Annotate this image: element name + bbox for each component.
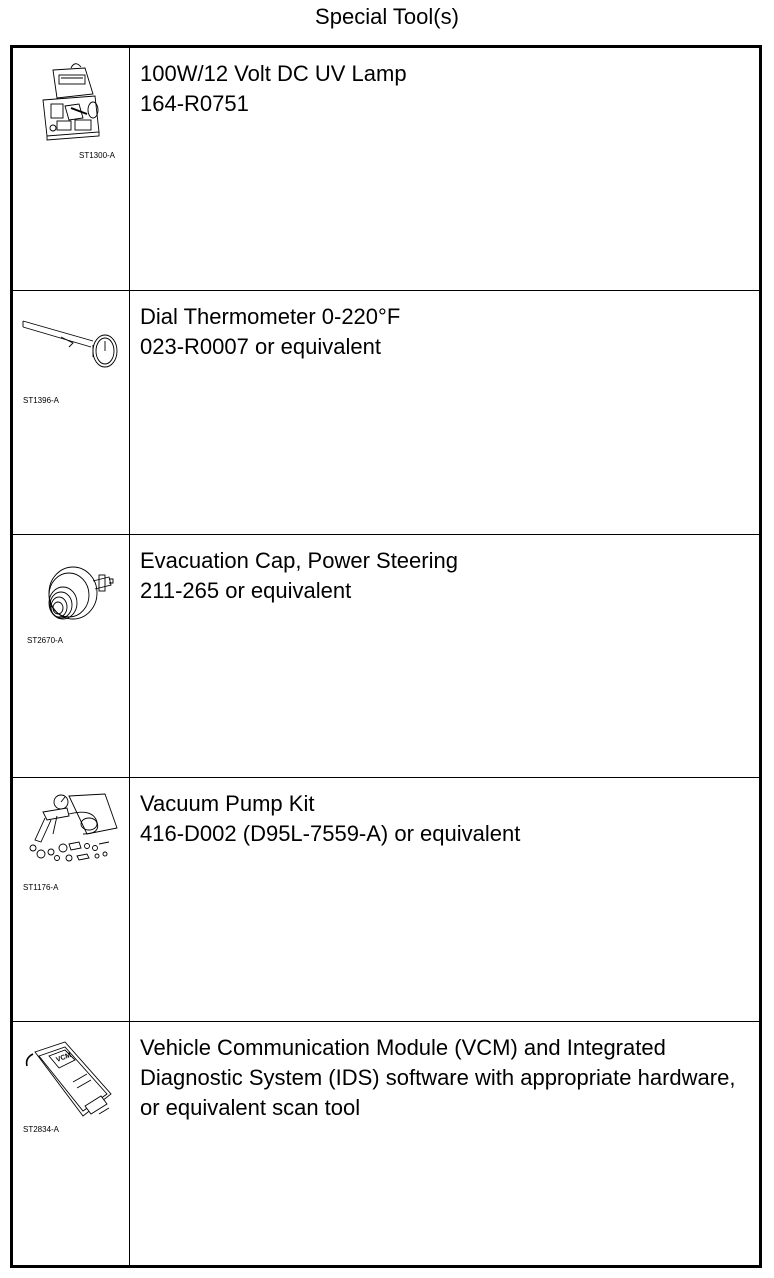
- tool-name: Dial Thermometer 0-220°F: [140, 304, 401, 330]
- tool-name: Vehicle Communication Module (VCM) and Integrated Diagnostic System (IDS) software with appropriate hardware, or equivalent scan tool: [140, 1034, 736, 1120]
- vcm-scan-tool-icon: [13, 1022, 129, 1142]
- tool-row: [13, 291, 759, 534]
- tool-row: [13, 535, 759, 778]
- tool-image-cell: [13, 1022, 130, 1265]
- tool-code: ST2834-A: [23, 1124, 60, 1134]
- svg-text:VCM: VCM: [55, 1051, 73, 1064]
- tool-image-cell: [13, 48, 130, 290]
- tool-part-number: 416-D002 (D95L-7559-A) or equivalent: [140, 821, 521, 847]
- tool-code: ST2670-A: [27, 635, 64, 645]
- uv-lamp-kit-icon: [13, 48, 129, 168]
- tool-text-cell: [130, 48, 759, 290]
- tool-text-cell: [130, 535, 759, 777]
- tool-row: [13, 778, 759, 1021]
- page-title: Special Tool(s): [315, 4, 459, 29]
- tool-text-cell: [130, 1022, 759, 1265]
- special-tools-table: [10, 45, 762, 1268]
- tool-image-cell: [13, 535, 130, 777]
- tool-code: ST1176-A: [23, 883, 59, 893]
- tool-text-cell: [130, 291, 759, 533]
- tool-name: Evacuation Cap, Power Steering: [140, 547, 458, 573]
- tool-row: [13, 48, 759, 291]
- dial-thermometer-icon: [13, 291, 129, 411]
- vacuum-pump-kit-icon: [13, 778, 129, 898]
- tool-part-number: 164-R0751: [140, 91, 249, 116]
- tool-name: Vacuum Pump Kit: [140, 791, 315, 817]
- tool-code: ST1300-A: [79, 151, 116, 160]
- tool-image-cell: [13, 778, 130, 1020]
- tool-part-number: 211-265 or equivalent: [140, 577, 352, 603]
- tool-part-number: 023-R0007 or equivalent: [140, 334, 381, 360]
- tool-code: ST1396-A: [23, 396, 60, 406]
- tool-image-cell: [13, 291, 130, 533]
- tool-text-cell: [130, 778, 759, 1020]
- tool-name: 100W/12 Volt DC UV Lamp: [140, 61, 407, 86]
- tool-row: [13, 1022, 759, 1265]
